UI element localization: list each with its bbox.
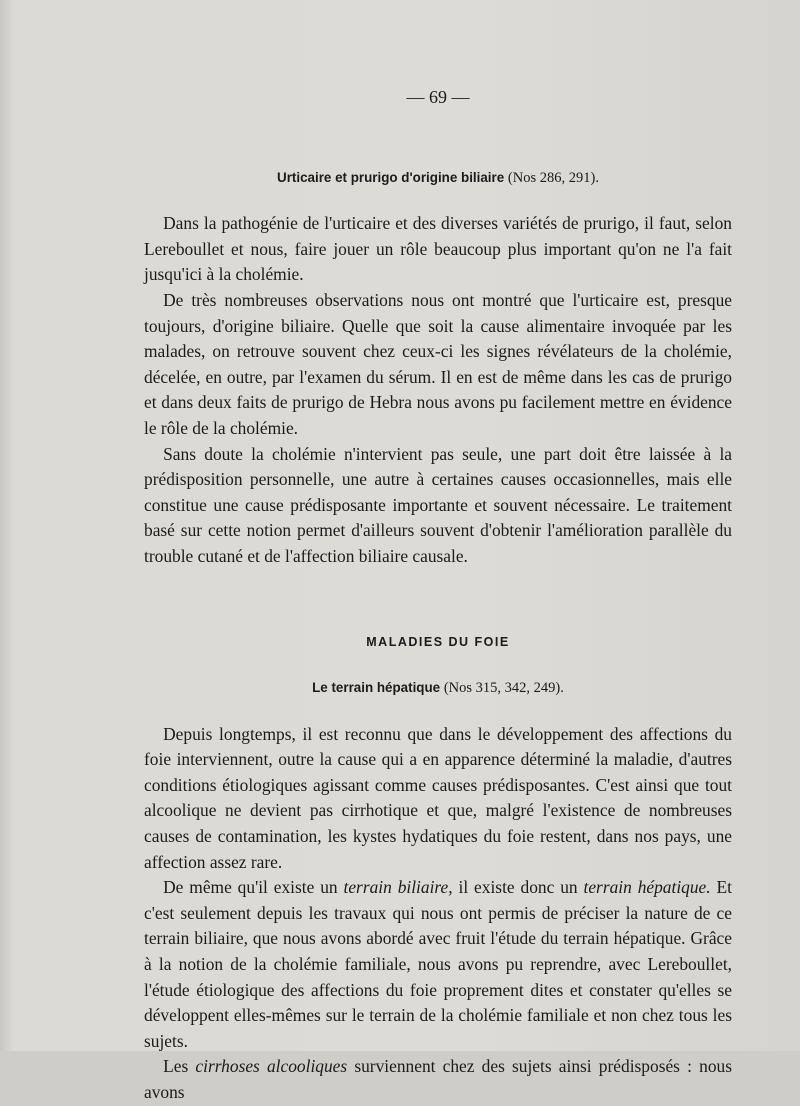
section-heading-terrain [144, 675, 732, 702]
heading-title: Urticaire et prurigo d'origine biliaire [277, 169, 505, 185]
paragraph-text: Sans doute la cholémie n'intervient pas seule, une part doit être laissée à la prédisposition personnelle, une autre à certaines causes occasionnelles, mais elle constitue une cause prédisposante importante et souvent nécessaire. Le traitement basé sur cette notion permet d'ailleurs souvent d'obtenir l'amélioration parallèle du trouble cutané et de l'affection biliaire causale. [144, 443, 732, 566]
page-number: — 69 — [406, 87, 470, 107]
italic-term: terrain hépatique. [583, 877, 711, 898]
paragraph-text: Depuis longtemps, il est reconnu que dans le développement des affections du foie interviennent, outre la cause qui a en apparence déterminé la maladie, d'autres conditions étiologiques agissant comme causes prédisposantes. C'est ainsi que tout alcoolique ne devient pas cirrhotique et que, malgré l'existence de nombreuses causes de contamination, les kystes hydatiques du foie restent, dans nos pays, une affection assez rare. [144, 723, 732, 872]
page-text-column [144, 85, 732, 1106]
paragraph [144, 211, 732, 288]
paragraph-text: Et c'est seulement depuis les travaux qui nous ont permis de préciser la nature de ce terrain biliaire, que nous avons abordé avec fruit l'étude du terrain hépatique. Grâce à la notion de la cholémie familiale, nous avons pu reprendre, avec Lereboullet, l'étude étiologique des affections du foie proprement dites et constater qu'elles se développent elles-mêmes sur le terrain de la cholémie familiale et non chez tous les sujets. [144, 877, 732, 1051]
heading-title: Le terrain hépatique [312, 680, 441, 696]
paragraph-text: il existe donc un [452, 877, 584, 898]
paragraph-text: surviennent chez des sujets ainsi prédisposés : nous avons [144, 1056, 732, 1102]
paragraph [144, 1054, 732, 1105]
paragraph-text: Les [163, 1056, 196, 1077]
section-heading-urticaire [144, 165, 732, 192]
paragraph-text: De très nombreuses observations nous ont montré que l'urticaire est, presque toujours, d'origine biliaire. Quelle que soit la cause alimentaire invoquée par les malades, on retrouve souvent chez ceux-ci les signes révélateurs de la cholémie, décelée, en outre, par l'examen du sérum. Il en est de même dans les cas de prurigo et dans deux faits de prurigo de Hebra nous avons pu facilement mettre en évidence le rôle de la cholémie. [144, 289, 732, 438]
paragraph [144, 722, 732, 876]
paragraph [144, 442, 732, 570]
section-title: MALADIES DU FOIE [366, 634, 510, 649]
paragraph-text: De même qu'il existe un [163, 877, 344, 898]
paragraph [144, 875, 732, 1054]
italic-term: terrain biliaire, [343, 877, 453, 898]
heading-references: (Nos 286, 291). [507, 169, 599, 186]
heading-references: (Nos 315, 342, 249). [443, 680, 564, 697]
italic-term: cirrhoses alcooliques [195, 1056, 348, 1077]
paragraph [144, 288, 732, 442]
paragraph-text: Dans la pathogénie de l'urticaire et des diverses variétés de prurigo, il faut, selon Lereboullet et nous, faire jouer un rôle beaucoup plus important qu'on ne l'a fait jusqu'ici à la cholémie. [144, 213, 732, 285]
